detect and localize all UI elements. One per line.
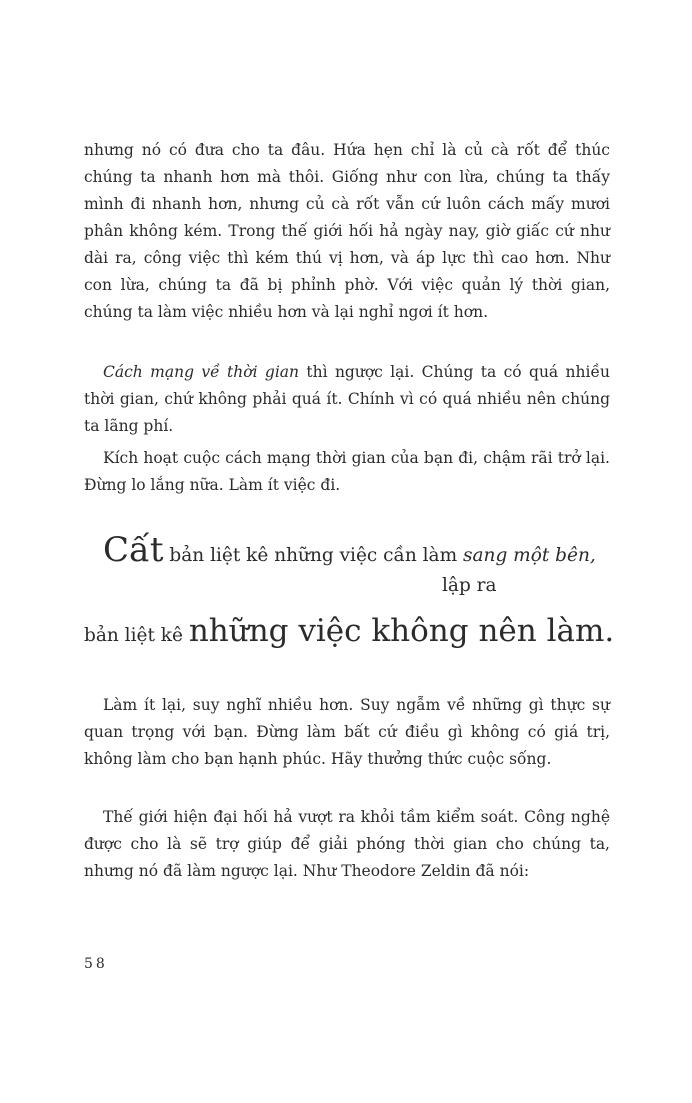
pull-quote-line-2: lập ra [442, 575, 497, 596]
paragraph-2 [84, 359, 610, 440]
page-number: 58 [84, 956, 108, 972]
paragraph-5: Thế giới hiện đại hối hả vượt ra khỏi tầm kiểm soát. Công nghệ được cho là sẽ trợ giúp để giải phóng thời gian cho chúng ta, nhưng nó đã làm ngược lại. Như Theodore Zeldin đã nói: [84, 808, 610, 880]
paragraph-2-italic-lead: Cách mạng về thời gian [103, 363, 300, 381]
pull-quote-cap-word: Cất [103, 530, 164, 570]
paragraph-1: nhưng nó có đưa cho ta đâu. Hứa hẹn chỉ là củ cà rốt để thúc chúng ta nhanh hơn mà thôi. Giống như con lừa, chúng ta thấy mình đi nhanh hơn, nhưng củ cà rốt vẫn cứ luôn cách mấy mươi phân không kém. Trong thế giới hối hả ngày nay, giờ giấc cứ như dài ra, công việc thì kém thú vị hơn, và áp lực thì cao hơn. Như con lừa, chúng ta đã bị phỉnh phờ. Với việc quản lý thời gian, chúng ta làm việc nhiều hơn và lại nghỉ ngơi ít hơn. [84, 141, 610, 321]
pull-quote-line-1-text: bản liệt kê những việc cần làm [163, 545, 464, 566]
pull-quote-line-1 [103, 530, 596, 570]
pull-quote-line-1-italic: sang một bên, [463, 545, 596, 566]
paragraph-2-text: thì ngược lại. Chúng ta có quá nhiều thời gian, chứ không phải quá ít. Chính vì có quá nhiều nên chúng ta lãng phí. [84, 363, 610, 435]
pull-quote-line-3-big: những việc không nên làm. [188, 613, 615, 649]
paragraph-4: Làm ít lại, suy nghĩ nhiều hơn. Suy ngẫm về những gì thực sự quan trọng với bạn. Đừng làm bất cứ điều gì không có giá trị, không làm cho bạn hạnh phúc. Hãy thưởng thức cuộc sống. [84, 696, 610, 768]
pull-quote-line-3-small: bản liệt kê [84, 625, 189, 646]
pull-quote-line-3 [84, 613, 614, 649]
paragraph-3: Kích hoạt cuộc cách mạng thời gian của bạn đi, chậm rãi trở lại. Đừng lo lắng nữa. Làm ít việc đi. [84, 449, 610, 494]
